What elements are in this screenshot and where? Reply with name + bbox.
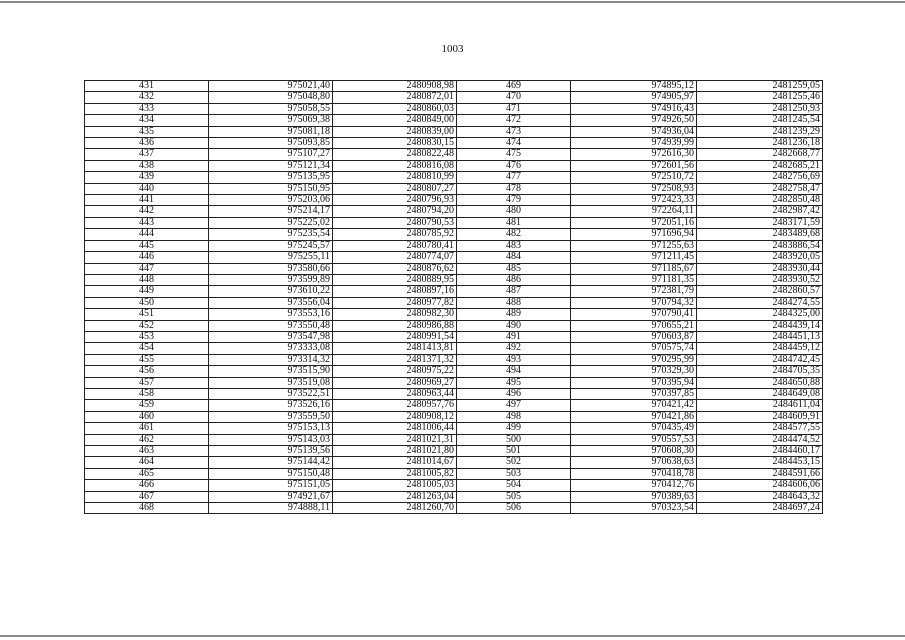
table-row (85, 229, 823, 240)
x-coordinate-cell: 973556,04 (209, 297, 333, 308)
table-row (85, 309, 823, 320)
point-number-cell: 478 (457, 183, 571, 194)
x-coordinate-cell: 973547,98 (209, 331, 333, 342)
x-coordinate-cell: 975151,05 (209, 480, 333, 491)
y-coordinate-cell: 2480830,15 (333, 138, 457, 149)
point-number-cell: 500 (457, 434, 571, 445)
table-row (85, 92, 823, 103)
point-number-cell: 445 (85, 240, 209, 251)
x-coordinate-cell: 970412,76 (571, 480, 697, 491)
y-coordinate-cell: 2480872,01 (333, 92, 457, 103)
x-coordinate-cell: 970418,78 (571, 468, 697, 479)
y-coordinate-cell: 2484325,00 (697, 309, 823, 320)
x-coordinate-cell: 973519,08 (209, 377, 333, 388)
point-number-cell: 455 (85, 354, 209, 365)
y-coordinate-cell: 2484474,52 (697, 434, 823, 445)
point-number-cell: 454 (85, 343, 209, 354)
point-number-cell: 433 (85, 103, 209, 114)
table-row (85, 263, 823, 274)
point-number-cell: 437 (85, 149, 209, 160)
y-coordinate-cell: 2484742,45 (697, 354, 823, 365)
y-coordinate-cell: 2484591,66 (697, 468, 823, 479)
x-coordinate-cell: 970395,94 (571, 377, 697, 388)
y-coordinate-cell: 2480963,44 (333, 388, 457, 399)
table-row (85, 377, 823, 388)
y-coordinate-cell: 2483886,54 (697, 240, 823, 251)
y-coordinate-cell: 2483930,44 (697, 263, 823, 274)
point-number-cell: 432 (85, 92, 209, 103)
coordinates-table-body (85, 81, 823, 514)
x-coordinate-cell: 971181,35 (571, 274, 697, 285)
x-coordinate-cell: 975143,03 (209, 434, 333, 445)
point-number-cell: 479 (457, 195, 571, 206)
point-number-cell: 473 (457, 126, 571, 137)
table-row (85, 331, 823, 342)
x-coordinate-cell: 974939,99 (571, 138, 697, 149)
x-coordinate-cell: 972510,72 (571, 172, 697, 183)
y-coordinate-cell: 2480860,03 (333, 103, 457, 114)
y-coordinate-cell: 2484611,04 (697, 400, 823, 411)
x-coordinate-cell: 975203,06 (209, 195, 333, 206)
y-coordinate-cell: 2484649,08 (697, 388, 823, 399)
y-coordinate-cell: 2484451,13 (697, 331, 823, 342)
point-number-cell: 456 (85, 366, 209, 377)
x-coordinate-cell: 973559,50 (209, 411, 333, 422)
table-row (85, 423, 823, 434)
point-number-cell: 461 (85, 423, 209, 434)
point-number-cell: 448 (85, 274, 209, 285)
y-coordinate-cell: 2480790,53 (333, 217, 457, 228)
x-coordinate-cell: 970435,49 (571, 423, 697, 434)
point-number-cell: 462 (85, 434, 209, 445)
point-number-cell: 440 (85, 183, 209, 194)
x-coordinate-cell: 974888,11 (209, 503, 333, 514)
x-coordinate-cell: 974916,43 (571, 103, 697, 114)
y-coordinate-cell: 2481260,70 (333, 503, 457, 514)
x-coordinate-cell: 970323,54 (571, 503, 697, 514)
table-row (85, 183, 823, 194)
point-number-cell: 467 (85, 491, 209, 502)
point-number-cell: 438 (85, 160, 209, 171)
y-coordinate-cell: 2483171,59 (697, 217, 823, 228)
x-coordinate-cell: 970608,30 (571, 446, 697, 457)
y-coordinate-cell: 2483920,05 (697, 252, 823, 263)
x-coordinate-cell: 972051,16 (571, 217, 697, 228)
x-coordinate-cell: 971255,63 (571, 240, 697, 251)
point-number-cell: 506 (457, 503, 571, 514)
point-number-cell: 492 (457, 343, 571, 354)
x-coordinate-cell: 973333,08 (209, 343, 333, 354)
table-row (85, 240, 823, 251)
y-coordinate-cell: 2480969,27 (333, 377, 457, 388)
point-number-cell: 431 (85, 81, 209, 92)
point-number-cell: 486 (457, 274, 571, 285)
point-number-cell: 446 (85, 252, 209, 263)
table-row (85, 149, 823, 160)
table-row (85, 446, 823, 457)
scan-bottom-edge (0, 635, 905, 637)
table-row (85, 366, 823, 377)
y-coordinate-cell: 2481245,54 (697, 115, 823, 126)
x-coordinate-cell: 975107,27 (209, 149, 333, 160)
table-row (85, 81, 823, 92)
y-coordinate-cell: 2480908,12 (333, 411, 457, 422)
table-row (85, 160, 823, 171)
point-number-cell: 465 (85, 468, 209, 479)
point-number-cell: 434 (85, 115, 209, 126)
x-coordinate-cell: 970389,63 (571, 491, 697, 502)
y-coordinate-cell: 2480897,16 (333, 286, 457, 297)
x-coordinate-cell: 972423,33 (571, 195, 697, 206)
point-number-cell: 475 (457, 149, 571, 160)
x-coordinate-cell: 970655,21 (571, 320, 697, 331)
point-number-cell: 499 (457, 423, 571, 434)
y-coordinate-cell: 2484577,55 (697, 423, 823, 434)
y-coordinate-cell: 2480822,48 (333, 149, 457, 160)
x-coordinate-cell: 975058,55 (209, 103, 333, 114)
y-coordinate-cell: 2481021,80 (333, 446, 457, 457)
point-number-cell: 480 (457, 206, 571, 217)
y-coordinate-cell: 2484643,32 (697, 491, 823, 502)
point-number-cell: 459 (85, 400, 209, 411)
x-coordinate-cell: 975150,95 (209, 183, 333, 194)
x-coordinate-cell: 970557,53 (571, 434, 697, 445)
point-number-cell: 460 (85, 411, 209, 422)
point-number-cell: 436 (85, 138, 209, 149)
x-coordinate-cell: 975245,57 (209, 240, 333, 251)
point-number-cell: 441 (85, 195, 209, 206)
table-row (85, 252, 823, 263)
x-coordinate-cell: 972601,56 (571, 160, 697, 171)
table-row (85, 434, 823, 445)
x-coordinate-cell: 970638,63 (571, 457, 697, 468)
y-coordinate-cell: 2484609,91 (697, 411, 823, 422)
x-coordinate-cell: 970603,87 (571, 331, 697, 342)
point-number-cell: 463 (85, 446, 209, 457)
y-coordinate-cell: 2484453,15 (697, 457, 823, 468)
y-coordinate-cell: 2483489,68 (697, 229, 823, 240)
table-row (85, 411, 823, 422)
y-coordinate-cell: 2484274,55 (697, 297, 823, 308)
y-coordinate-cell: 2480839,00 (333, 126, 457, 137)
x-coordinate-cell: 970575,74 (571, 343, 697, 354)
x-coordinate-cell: 970329,30 (571, 366, 697, 377)
x-coordinate-cell: 975255,11 (209, 252, 333, 263)
x-coordinate-cell: 971185,67 (571, 263, 697, 274)
y-coordinate-cell: 2481413,81 (333, 343, 457, 354)
x-coordinate-cell: 974895,12 (571, 81, 697, 92)
point-number-cell: 493 (457, 354, 571, 365)
x-coordinate-cell: 972616,30 (571, 149, 697, 160)
y-coordinate-cell: 2480807,27 (333, 183, 457, 194)
x-coordinate-cell: 973610,22 (209, 286, 333, 297)
y-coordinate-cell: 2481255,46 (697, 92, 823, 103)
coordinates-table (84, 80, 823, 514)
point-number-cell: 485 (457, 263, 571, 274)
point-number-cell: 498 (457, 411, 571, 422)
point-number-cell: 469 (457, 81, 571, 92)
x-coordinate-cell: 970421,42 (571, 400, 697, 411)
table-row (85, 195, 823, 206)
point-number-cell: 505 (457, 491, 571, 502)
y-coordinate-cell: 2481014,67 (333, 457, 457, 468)
point-number-cell: 471 (457, 103, 571, 114)
y-coordinate-cell: 2480986,88 (333, 320, 457, 331)
y-coordinate-cell: 2481371,32 (333, 354, 457, 365)
y-coordinate-cell: 2481006,44 (333, 423, 457, 434)
y-coordinate-cell: 2480982,30 (333, 309, 457, 320)
point-number-cell: 453 (85, 331, 209, 342)
x-coordinate-cell: 972508,93 (571, 183, 697, 194)
table-row (85, 138, 823, 149)
y-coordinate-cell: 2482685,21 (697, 160, 823, 171)
table-row (85, 343, 823, 354)
table-row (85, 126, 823, 137)
point-number-cell: 450 (85, 297, 209, 308)
x-coordinate-cell: 973599,89 (209, 274, 333, 285)
y-coordinate-cell: 2480977,82 (333, 297, 457, 308)
y-coordinate-cell: 2480785,92 (333, 229, 457, 240)
y-coordinate-cell: 2480991,54 (333, 331, 457, 342)
y-coordinate-cell: 2484460,17 (697, 446, 823, 457)
table-row (85, 468, 823, 479)
x-coordinate-cell: 975093,85 (209, 138, 333, 149)
y-coordinate-cell: 2480810,99 (333, 172, 457, 183)
y-coordinate-cell: 2482756,69 (697, 172, 823, 183)
point-number-cell: 494 (457, 366, 571, 377)
point-number-cell: 444 (85, 229, 209, 240)
x-coordinate-cell: 970397,85 (571, 388, 697, 399)
table-row (85, 115, 823, 126)
table-row (85, 457, 823, 468)
x-coordinate-cell: 970794,32 (571, 297, 697, 308)
y-coordinate-cell: 2480889,95 (333, 274, 457, 285)
x-coordinate-cell: 975121,34 (209, 160, 333, 171)
table-row (85, 388, 823, 399)
y-coordinate-cell: 2481263,04 (333, 491, 457, 502)
point-number-cell: 439 (85, 172, 209, 183)
point-number-cell: 481 (457, 217, 571, 228)
y-coordinate-cell: 2484650,88 (697, 377, 823, 388)
point-number-cell: 491 (457, 331, 571, 342)
point-number-cell: 470 (457, 92, 571, 103)
x-coordinate-cell: 973314,32 (209, 354, 333, 365)
x-coordinate-cell: 973526,16 (209, 400, 333, 411)
table-row (85, 172, 823, 183)
y-coordinate-cell: 2480794,20 (333, 206, 457, 217)
y-coordinate-cell: 2481021,31 (333, 434, 457, 445)
x-coordinate-cell: 975214,17 (209, 206, 333, 217)
x-coordinate-cell: 974936,04 (571, 126, 697, 137)
page-number: 1003 (441, 43, 464, 55)
point-number-cell: 495 (457, 377, 571, 388)
y-coordinate-cell: 2482850,48 (697, 195, 823, 206)
point-number-cell: 476 (457, 160, 571, 171)
y-coordinate-cell: 2482758,47 (697, 183, 823, 194)
table-row (85, 217, 823, 228)
point-number-cell: 452 (85, 320, 209, 331)
y-coordinate-cell: 2480849,00 (333, 115, 457, 126)
x-coordinate-cell: 975135,95 (209, 172, 333, 183)
x-coordinate-cell: 975048,80 (209, 92, 333, 103)
y-coordinate-cell: 2482987,42 (697, 206, 823, 217)
point-number-cell: 435 (85, 126, 209, 137)
y-coordinate-cell: 2481005,03 (333, 480, 457, 491)
y-coordinate-cell: 2482668,77 (697, 149, 823, 160)
point-number-cell: 447 (85, 263, 209, 274)
y-coordinate-cell: 2484697,24 (697, 503, 823, 514)
x-coordinate-cell: 975069,38 (209, 115, 333, 126)
point-number-cell: 490 (457, 320, 571, 331)
x-coordinate-cell: 973515,90 (209, 366, 333, 377)
y-coordinate-cell: 2481236,18 (697, 138, 823, 149)
x-coordinate-cell: 973550,48 (209, 320, 333, 331)
y-coordinate-cell: 2480908,98 (333, 81, 457, 92)
x-coordinate-cell: 974921,67 (209, 491, 333, 502)
x-coordinate-cell: 971696,94 (571, 229, 697, 240)
y-coordinate-cell: 2480957,76 (333, 400, 457, 411)
y-coordinate-cell: 2480876,62 (333, 263, 457, 274)
y-coordinate-cell: 2484705,35 (697, 366, 823, 377)
y-coordinate-cell: 2484439,14 (697, 320, 823, 331)
point-number-cell: 504 (457, 480, 571, 491)
x-coordinate-cell: 975235,54 (209, 229, 333, 240)
y-coordinate-cell: 2481239,29 (697, 126, 823, 137)
table-row (85, 400, 823, 411)
point-number-cell: 451 (85, 309, 209, 320)
point-number-cell: 487 (457, 286, 571, 297)
table-row (85, 503, 823, 514)
point-number-cell: 477 (457, 172, 571, 183)
x-coordinate-cell: 975081,18 (209, 126, 333, 137)
x-coordinate-cell: 973522,51 (209, 388, 333, 399)
y-coordinate-cell: 2480796,93 (333, 195, 457, 206)
table-row (85, 354, 823, 365)
point-number-cell: 497 (457, 400, 571, 411)
point-number-cell: 483 (457, 240, 571, 251)
table-row (85, 103, 823, 114)
x-coordinate-cell: 970790,41 (571, 309, 697, 320)
x-coordinate-cell: 970421,86 (571, 411, 697, 422)
point-number-cell: 474 (457, 138, 571, 149)
table-row (85, 286, 823, 297)
point-number-cell: 442 (85, 206, 209, 217)
y-coordinate-cell: 2484459,12 (697, 343, 823, 354)
y-coordinate-cell: 2481250,93 (697, 103, 823, 114)
x-coordinate-cell: 972264,11 (571, 206, 697, 217)
x-coordinate-cell: 973553,16 (209, 309, 333, 320)
point-number-cell: 502 (457, 457, 571, 468)
point-number-cell: 484 (457, 252, 571, 263)
table-row (85, 320, 823, 331)
point-number-cell: 488 (457, 297, 571, 308)
y-coordinate-cell: 2482860,57 (697, 286, 823, 297)
point-number-cell: 503 (457, 468, 571, 479)
y-coordinate-cell: 2480816,08 (333, 160, 457, 171)
y-coordinate-cell: 2484606,06 (697, 480, 823, 491)
x-coordinate-cell: 975139,56 (209, 446, 333, 457)
point-number-cell: 457 (85, 377, 209, 388)
point-number-cell: 496 (457, 388, 571, 399)
point-number-cell: 458 (85, 388, 209, 399)
point-number-cell: 489 (457, 309, 571, 320)
point-number-cell: 468 (85, 503, 209, 514)
x-coordinate-cell: 975021,40 (209, 81, 333, 92)
point-number-cell: 472 (457, 115, 571, 126)
y-coordinate-cell: 2480975,22 (333, 366, 457, 377)
x-coordinate-cell: 973580,66 (209, 263, 333, 274)
x-coordinate-cell: 971211,45 (571, 252, 697, 263)
table-row (85, 491, 823, 502)
point-number-cell: 482 (457, 229, 571, 240)
y-coordinate-cell: 2480774,07 (333, 252, 457, 263)
x-coordinate-cell: 975153,13 (209, 423, 333, 434)
x-coordinate-cell: 975225,02 (209, 217, 333, 228)
point-number-cell: 501 (457, 446, 571, 457)
point-number-cell: 466 (85, 480, 209, 491)
table-row (85, 206, 823, 217)
scan-top-edge (0, 1, 905, 3)
x-coordinate-cell: 975144,42 (209, 457, 333, 468)
point-number-cell: 464 (85, 457, 209, 468)
x-coordinate-cell: 975150,48 (209, 468, 333, 479)
y-coordinate-cell: 2481259,05 (697, 81, 823, 92)
y-coordinate-cell: 2483930,52 (697, 274, 823, 285)
x-coordinate-cell: 970295,99 (571, 354, 697, 365)
table-row (85, 297, 823, 308)
x-coordinate-cell: 974926,50 (571, 115, 697, 126)
y-coordinate-cell: 2480780,41 (333, 240, 457, 251)
x-coordinate-cell: 972381,79 (571, 286, 697, 297)
table-row (85, 480, 823, 491)
table-row (85, 274, 823, 285)
x-coordinate-cell: 974905,97 (571, 92, 697, 103)
point-number-cell: 449 (85, 286, 209, 297)
point-number-cell: 443 (85, 217, 209, 228)
y-coordinate-cell: 2481005,82 (333, 468, 457, 479)
